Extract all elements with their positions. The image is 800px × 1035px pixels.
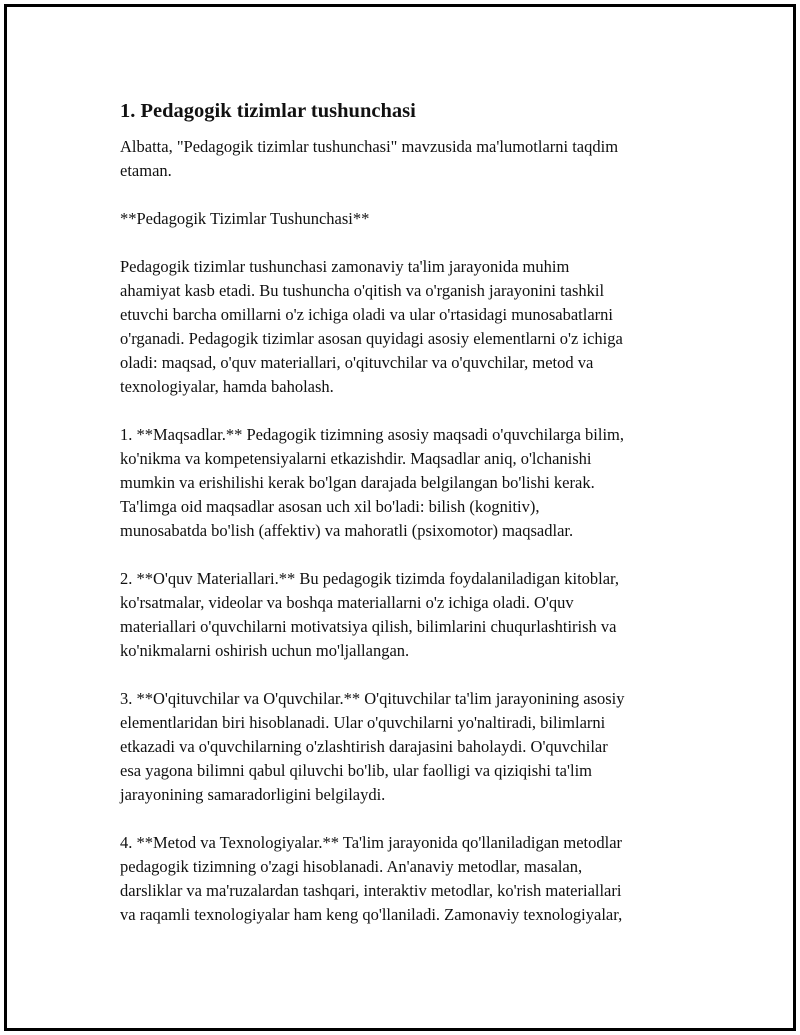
text-line: va raqamli texnologiyalar ham keng qo'llaniladi. Zamonaviy texnologiyalar,: [120, 905, 623, 924]
text-line: ko'nikma va kompetensiyalarni etkazishdir. Maqsadlar aniq, o'lchanishi: [120, 449, 592, 468]
paragraph-heading: [120, 207, 690, 231]
text-line: elementlaridan biri hisoblanadi. Ular o'quvchilarni yo'naltiradi, bilimlarni: [120, 713, 606, 732]
text-line: texnologiyalar, hamda baholash.: [120, 377, 334, 396]
text-line: Ta'limga oid maqsadlar asosan uch xil bo'ladi: bilish (kognitiv),: [120, 497, 540, 516]
text-line: Pedagogik tizimlar tushunchasi zamonaviy ta'lim jarayonida muhim: [120, 257, 570, 276]
document-page: [4, 4, 796, 1031]
paragraph-overview: [120, 255, 690, 399]
text-line: pedagogik tizimning o'zagi hisoblanadi. An'anaviy metodlar, masalan,: [120, 857, 583, 876]
text-line: ko'nikmalarni oshirish uchun mo'ljallangan.: [120, 641, 410, 660]
paragraph-intro: [120, 135, 690, 183]
paragraph-goals: [120, 423, 690, 543]
text-line: 2. **O'quv Materiallari.** Bu pedagogik tizimda foydalaniladigan kitoblar,: [120, 569, 620, 588]
paragraph-methods: [120, 831, 690, 927]
document-body: [120, 97, 690, 951]
text-line: ahamiyat kasb etadi. Bu tushuncha o'qitish va o'rganish jarayonini tashkil: [120, 281, 605, 300]
text-line: 4. **Metod va Texnologiyalar.** Ta'lim jarayonida qo'llaniladigan metodlar: [120, 833, 623, 852]
text-line: **Pedagogik Tizimlar Tushunchasi**: [120, 209, 370, 228]
page-title: 1. Pedagogik tizimlar tushunchasi: [120, 100, 416, 122]
paragraph-materials: [120, 567, 690, 663]
text-line: jarayonining samaradorligini belgilaydi.: [120, 785, 386, 804]
text-line: o'rganadi. Pedagogik tizimlar asosan quyidagi asosiy elementlarni o'z ichiga: [120, 329, 623, 348]
text-line: mumkin va erishilishi kerak bo'lgan darajada belgilangan bo'lishi kerak.: [120, 473, 595, 492]
text-line: oladi: maqsad, o'quv materiallari, o'qituvchilar va o'quvchilar, metod va: [120, 353, 594, 372]
text-line: esa yagona bilimni qabul qiluvchi bo'lib, ular faolligi va qiziqishi ta'lim: [120, 761, 592, 780]
text-line: munosabatda bo'lish (affektiv) va mahoratli (psixomotor) maqsadlar.: [120, 521, 574, 540]
text-line: etkazadi va o'quvchilarning o'zlashtirish darajasini baholaydi. O'quvchilar: [120, 737, 608, 756]
text-line: ko'rsatmalar, videolar va boshqa materiallarni o'z ichiga oladi. O'quv: [120, 593, 574, 612]
text-line: Albatta, "Pedagogik tizimlar tushunchasi" mavzusida ma'lumotlarni taqdim: [120, 137, 619, 156]
text-line: materiallari o'quvchilarni motivatsiya qilish, bilimlarini chuqurlashtirish va: [120, 617, 617, 636]
text-line: darsliklar va ma'ruzalardan tashqari, interaktiv metodlar, ko'rish materiallari: [120, 881, 622, 900]
text-line: 1. **Maqsadlar.** Pedagogik tizimning asosiy maqsadi o'quvchilarga bilim,: [120, 425, 625, 444]
text-line: etuvchi barcha omillarni o'z ichiga oladi va ular o'rtasidagi munosabatlarni: [120, 305, 613, 324]
paragraph-teachers-students: [120, 687, 690, 807]
text-line: etaman.: [120, 161, 172, 180]
text-line: 3. **O'qituvchilar va O'quvchilar.** O'qituvchilar ta'lim jarayonining asosiy: [120, 689, 625, 708]
